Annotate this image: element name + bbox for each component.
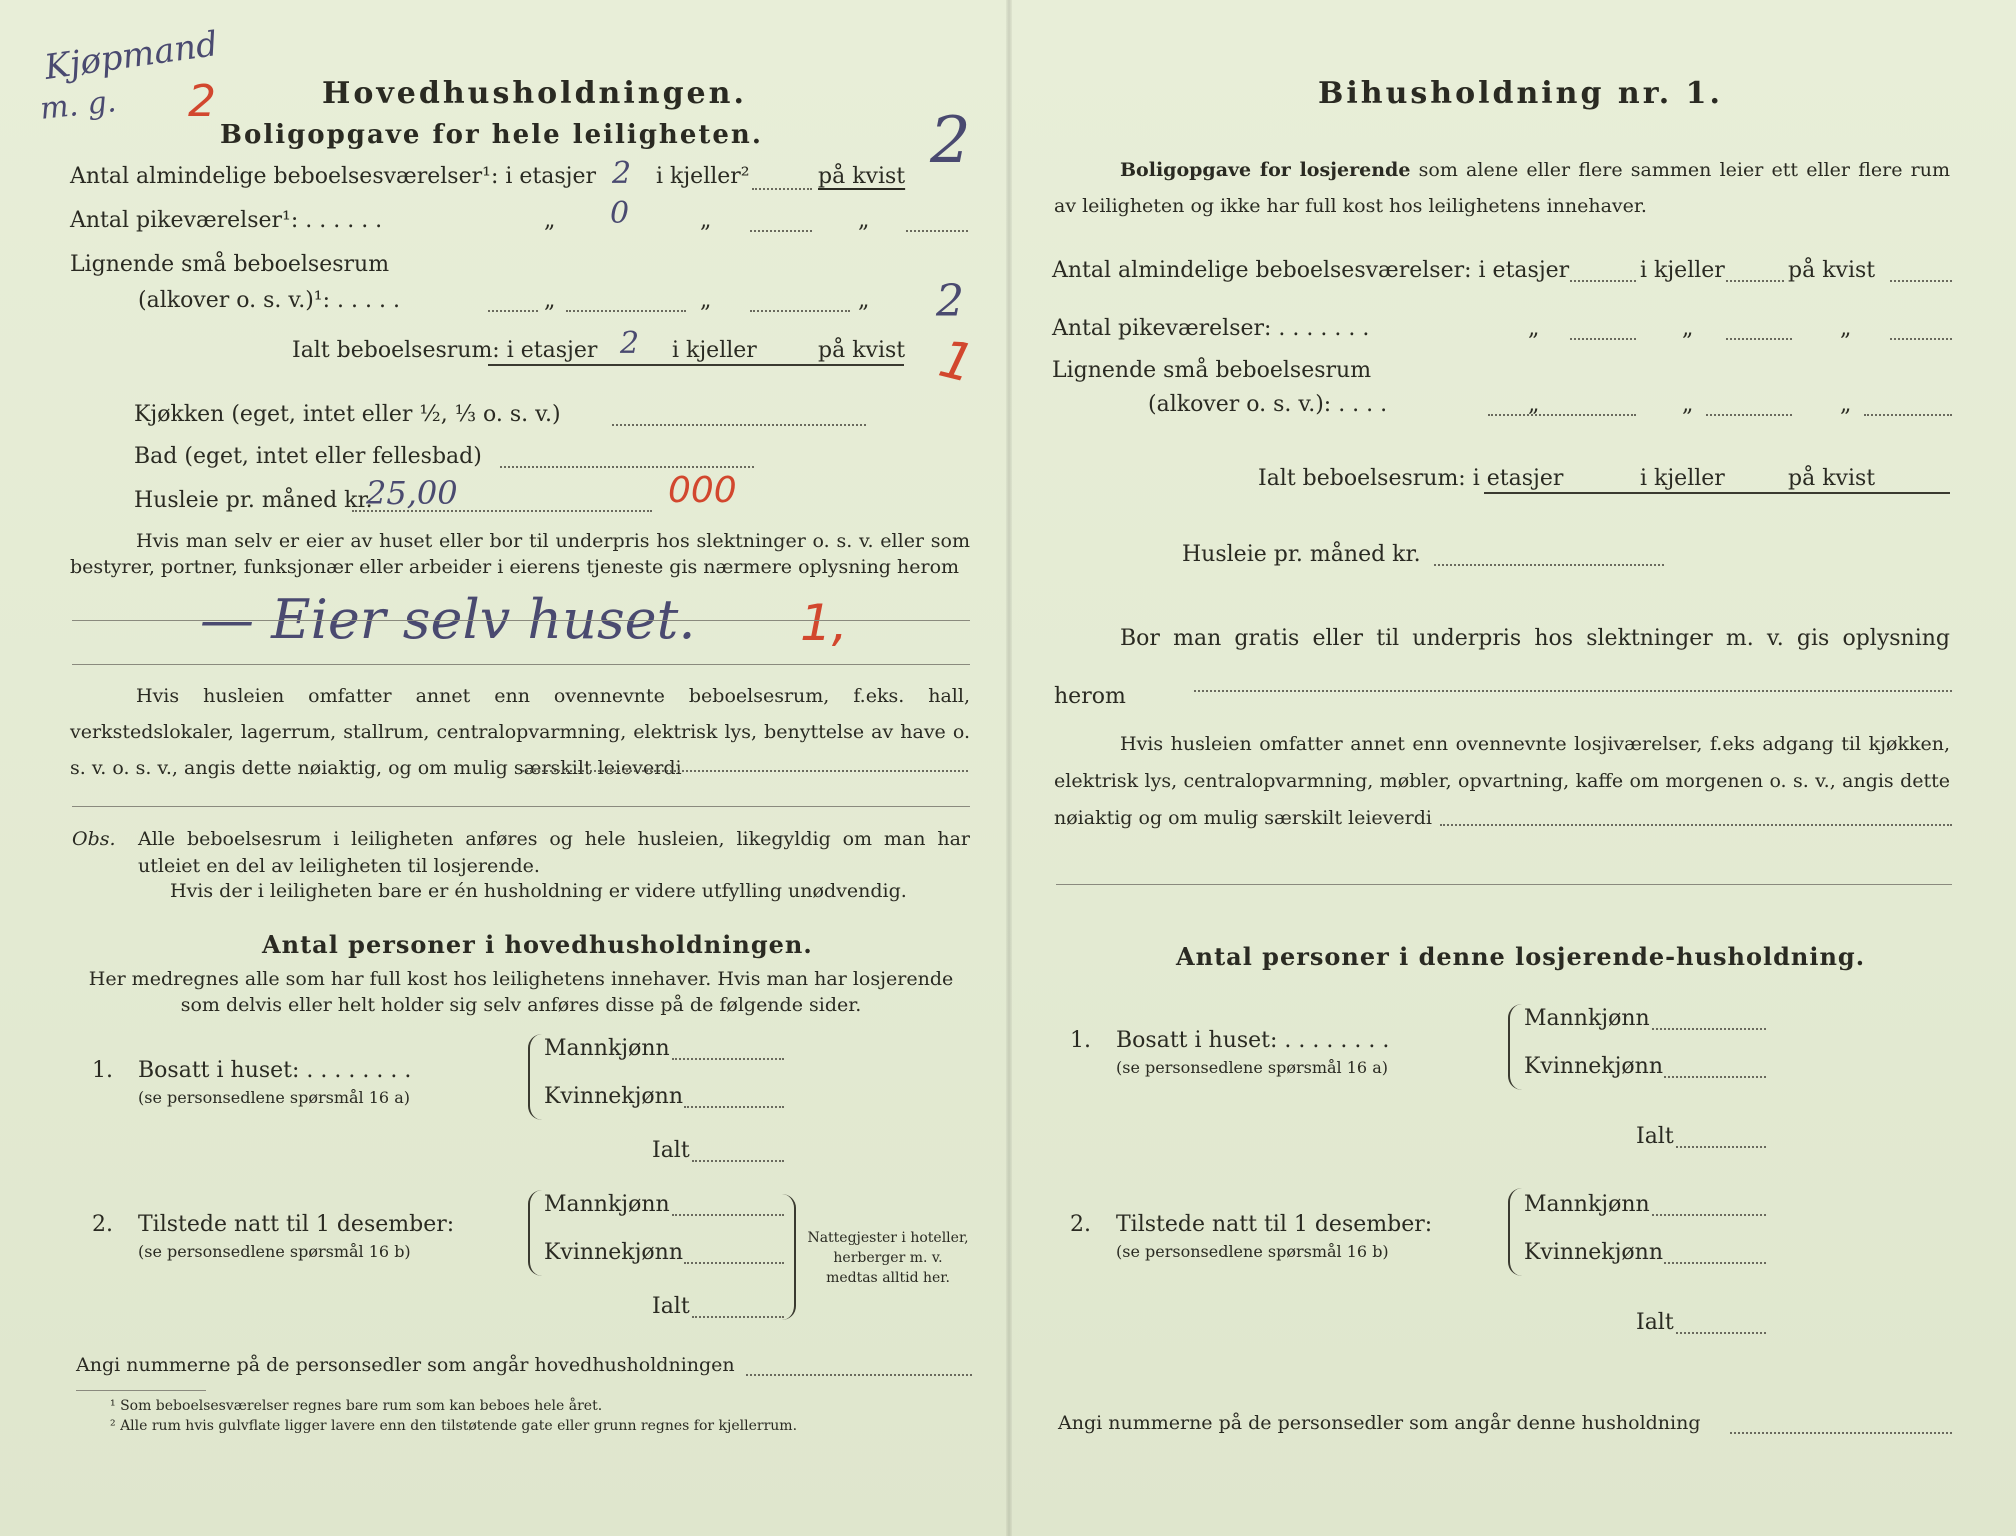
row3-kjeller-line <box>750 310 850 312</box>
bosatt-mann-label: Mannkjønn <box>544 1036 670 1061</box>
row3-label-a: Lignende små beboelsesrum <box>70 252 390 277</box>
r-row3-kvist-line <box>1864 414 1952 416</box>
r-bosatt-ialt-label: Ialt <box>1636 1124 1674 1149</box>
r-row1-label: Antal almindelige beboelsesværelser: i etasjer <box>1052 258 1570 283</box>
r-row3-quote-1: „ <box>1528 392 1540 417</box>
footnote-rule <box>76 1390 206 1391</box>
husleie-para-line-2 <box>72 806 970 807</box>
bosatt-brace <box>528 1034 542 1120</box>
angi-line <box>746 1374 972 1376</box>
bad-label: Bad (eget, intet eller fellesbad) <box>134 444 482 469</box>
r-tilstede-ialt-label: Ialt <box>1636 1310 1674 1335</box>
husleie-label: Husleie pr. måned kr. <box>134 488 373 513</box>
row1-total-value: 2 <box>930 104 971 178</box>
bosatt-ialt-line <box>692 1160 784 1162</box>
bosatt-ialt-label: Ialt <box>652 1138 690 1163</box>
row1-kvist-label: på kvist <box>818 164 906 189</box>
eier-line-1 <box>72 620 970 621</box>
row3-quote-2: „ <box>700 288 712 313</box>
tilstede-mann-label: Mannkjønn <box>544 1192 670 1217</box>
bosatt-number: 1. <box>92 1058 113 1083</box>
r-husleie-label: Husleie pr. måned kr. <box>1182 542 1421 567</box>
obs-text-2: Hvis der i leiligheten bare er én husholdning er videre utfylling unødvendig. <box>170 880 907 902</box>
r-tilstede-ialt-line <box>1676 1332 1766 1334</box>
r-bosatt-label: Bosatt i huset: . . . . . . . . <box>1116 1028 1390 1053</box>
left-subtitle: Boligopgave for hele leiligheten. <box>220 120 763 150</box>
margin-note-occupation: Kjøpmand <box>42 24 221 88</box>
row3-quote-3: „ <box>858 288 870 313</box>
tilstede-kvinne-line <box>684 1262 784 1264</box>
r-tilstede-brace <box>1508 1188 1522 1276</box>
tilstede-label: Tilstede natt til 1 desember: <box>138 1212 455 1237</box>
row1-kjeller-label: i kjeller² <box>656 164 750 189</box>
r-row2-kvist-line <box>1890 338 1952 340</box>
persons-title: Antal personer i hovedhusholdningen. <box>262 930 813 959</box>
r-husleie-para-line <box>1440 824 1952 826</box>
r-row1-kjeller-label: i kjeller <box>1640 258 1725 283</box>
r-bosatt-brace <box>1508 1004 1522 1090</box>
margin-note-number: 2 <box>188 76 216 127</box>
row2-quote-2: „ <box>700 208 712 233</box>
footnote-2: ² Alle rum hvis gulvflate ligger lavere enn den tilstøtende gate eller grunn regnes for kjellerrum. <box>110 1418 798 1434</box>
row2-quote-3: „ <box>858 208 870 233</box>
r-row2-kjeller-line <box>1726 338 1792 340</box>
boligopgave-text: som alene eller flere sammen leier ett eller flere rum av leiligheten og ikke har full kost hos leilighetens innehaver. <box>1054 159 1951 217</box>
r-ialt-kvist-label: på kvist <box>1788 466 1876 491</box>
r-row1-kvist-line <box>1890 280 1952 282</box>
kjokken-line <box>612 424 866 426</box>
r-tilstede-mann-line <box>1652 1214 1766 1216</box>
bosatt-mann-line <box>672 1058 784 1060</box>
r-row3-kjeller-line <box>1706 414 1792 416</box>
r-tilstede-label: Tilstede natt til 1 desember: <box>1116 1212 1433 1237</box>
r-bosatt-mann-line <box>1652 1028 1766 1030</box>
margin-note-marital: m. g. <box>38 84 118 127</box>
r-angi-label: Angi nummerne på de personsedler som angår denne husholdning <box>1058 1412 1701 1434</box>
angi-label: Angi nummerne på de personsedler som angår hovedhusholdningen <box>76 1354 735 1376</box>
r-tilstede-kvinne-label: Kvinnekjønn <box>1524 1240 1663 1265</box>
husleie-red-mark: 000 <box>668 470 737 511</box>
row1-label: Antal almindelige beboelsesværelser¹: i etasjer <box>70 164 597 189</box>
nattegjester-note: Nattegjester i hoteller, herberger m. v. medtas alltid her. <box>807 1230 969 1286</box>
r-bor-paragraph: Bor man gratis eller til underpris hos slektninger m. v. gis oplysning herom <box>1054 626 1950 709</box>
r-angi-line <box>1730 1432 1952 1434</box>
bosatt-label: Bosatt i huset: . . . . . . . . <box>138 1058 412 1083</box>
r-row3-quote-2: „ <box>1682 392 1694 417</box>
r-tilstede-sub: (se personsedlene spørsmål 16 b) <box>1116 1242 1389 1261</box>
r-bosatt-number: 1. <box>1070 1028 1091 1053</box>
row3-label-b: (alkover o. s. v.)¹: . . . . . <box>138 288 400 313</box>
boligopgave-paragraph <box>1054 152 1950 224</box>
bosatt-sub: (se personsedlene spørsmål 16 a) <box>138 1088 410 1107</box>
r-husleie-paragraph: Hvis husleien omfatter annet enn ovennevnte losjiværelser, f.eks adgang til kjøkken, elektrisk lys, centralopvarmning, møbler, opvartning, kaffe om morgenen o. s. v., angis dette nøiaktig og om mulig særskilt leieverdi <box>1054 733 1950 829</box>
obs-text: Alle beboelsesrum i leiligheten anføres og hele husleien, likegyldig om man har utleiet en del av leiligheten til losjerende. <box>138 828 970 877</box>
r-row2-etasjer-line <box>1570 338 1636 340</box>
r-row1-kvist-label: på kvist <box>1788 258 1876 283</box>
husleie-value: 25,00 <box>366 474 458 512</box>
husleie-paragraph: Hvis husleien omfatter annet enn ovennevnte beboelsesrum, f.eks. hall, verkstedslokaler, lagerrum, stallrum, centralopvarmning, elektrisk lys, benyttelse av have o. s. v. o. s. v., angis dette nøiaktig, og om mulig særskilt leieverdi <box>70 685 970 779</box>
r-row3-label-a: Lignende små beboelsesrum <box>1052 358 1372 383</box>
r-row3-quote-3: „ <box>1840 392 1852 417</box>
r-tilstede-kvinne-line <box>1664 1262 1766 1264</box>
tilstede-sub: (se personsedlene spørsmål 16 b) <box>138 1242 411 1261</box>
r-row2-quote-1: „ <box>1528 316 1540 341</box>
r-husleie-para-line-2 <box>1056 884 1952 885</box>
left-title: Hovedhusholdningen. <box>322 76 747 111</box>
tilstede-mann-line <box>672 1214 784 1216</box>
boligopgave-bold: Boligopgave for losjerende <box>1120 159 1411 181</box>
tilstede-brace <box>528 1190 542 1276</box>
row3-etasjer-line-a <box>488 310 538 312</box>
nattegjester-brace <box>780 1194 796 1320</box>
ialt-kjeller-label: i kjeller <box>672 338 757 363</box>
row2-quote-1: „ <box>544 208 556 233</box>
ialt-label: Ialt beboelsesrum: i etasjer <box>292 338 598 363</box>
r-bosatt-mann-label: Mannkjønn <box>1524 1006 1650 1031</box>
r-bosatt-kvinne-line <box>1664 1076 1766 1078</box>
row2-kvist-line <box>906 230 968 232</box>
bosatt-kvinne-line <box>684 1106 784 1108</box>
r-ialt-kjeller-label: i kjeller <box>1640 466 1725 491</box>
r-row3-label-b: (alkover o. s. v.): . . . . <box>1148 392 1388 417</box>
r-row1-etasjer-line <box>1570 280 1636 282</box>
eier-handwriting: — Eier selv huset. <box>200 588 696 651</box>
r-ialt-label: Ialt beboelsesrum: i etasjer <box>1258 466 1564 491</box>
bad-line <box>500 466 754 468</box>
page-fold <box>1006 0 1012 1536</box>
row3-etasjer-line <box>566 310 686 312</box>
obs-label: Obs. <box>72 828 116 850</box>
r-persons-title: Antal personer i denne losjerende-husholdning. <box>1176 942 1866 971</box>
row1-kjeller-line <box>752 188 812 190</box>
r-row2-quote-3: „ <box>1840 316 1852 341</box>
husleie-para-line <box>522 770 968 772</box>
eier-line-2 <box>72 664 970 665</box>
right-title: Bihusholdning nr. 1. <box>1318 76 1723 111</box>
tilstede-kvinne-label: Kvinnekjønn <box>544 1240 683 1265</box>
r-row3-etasjer-line <box>1488 414 1636 416</box>
r-tilstede-mann-label: Mannkjønn <box>1524 1192 1650 1217</box>
eier-handwriting-red: 1, <box>800 594 848 652</box>
row3-value: 2 <box>936 276 964 327</box>
r-husleie-line <box>1434 564 1664 566</box>
r-row2-label: Antal pikeværelser: . . . . . . . <box>1052 316 1370 341</box>
r-bor-line <box>1194 690 1952 692</box>
kjokken-label: Kjøkken (eget, intet eller ½, ⅓ o. s. v.) <box>134 402 561 427</box>
eier-paragraph: Hvis man selv er eier av huset eller bor til underpris hos slektninger o. s. v. eller som bestyrer, portner, funksjonær eller arbeider i eierens tjeneste gis nærmere oplysning herom <box>70 530 970 578</box>
husleie-line <box>352 510 652 512</box>
ialt-underline <box>488 364 904 366</box>
ialt-etasjer-value: 2 <box>620 326 640 361</box>
tilstede-ialt-label: Ialt <box>652 1294 690 1319</box>
r-ialt-underline <box>1484 492 1950 494</box>
row2-kjeller-line <box>750 230 812 232</box>
r-bosatt-kvinne-label: Kvinnekjønn <box>1524 1054 1663 1079</box>
ialt-total-red: 1 <box>933 328 980 396</box>
persons-paragraph: Her medregnes alle som har full kost hos leilighetens innehaver. Hvis man har losjerende som delvis eller helt holder sig selv anføres disse på de følgende sider. <box>88 968 954 1016</box>
row2-label: Antal pikeværelser¹: . . . . . . <box>70 208 383 233</box>
r-tilstede-number: 2. <box>1070 1212 1091 1237</box>
r-bosatt-ialt-line <box>1676 1146 1766 1148</box>
r-row2-quote-2: „ <box>1682 316 1694 341</box>
tilstede-ialt-line <box>692 1316 784 1318</box>
footnote-1: ¹ Som beboelsesværelser regnes bare rum som kan beboes hele året. <box>110 1398 603 1414</box>
r-bosatt-sub: (se personsedlene spørsmål 16 a) <box>1116 1058 1388 1077</box>
row1-etasjer-value: 2 <box>612 156 632 191</box>
ialt-kvist-label: på kvist <box>818 338 906 363</box>
row3-quote-1: „ <box>544 288 556 313</box>
bosatt-kvinne-label: Kvinnekjønn <box>544 1084 683 1109</box>
r-row1-kjeller-line <box>1726 280 1784 282</box>
row2-value: 0 <box>610 196 630 231</box>
tilstede-number: 2. <box>92 1212 113 1237</box>
